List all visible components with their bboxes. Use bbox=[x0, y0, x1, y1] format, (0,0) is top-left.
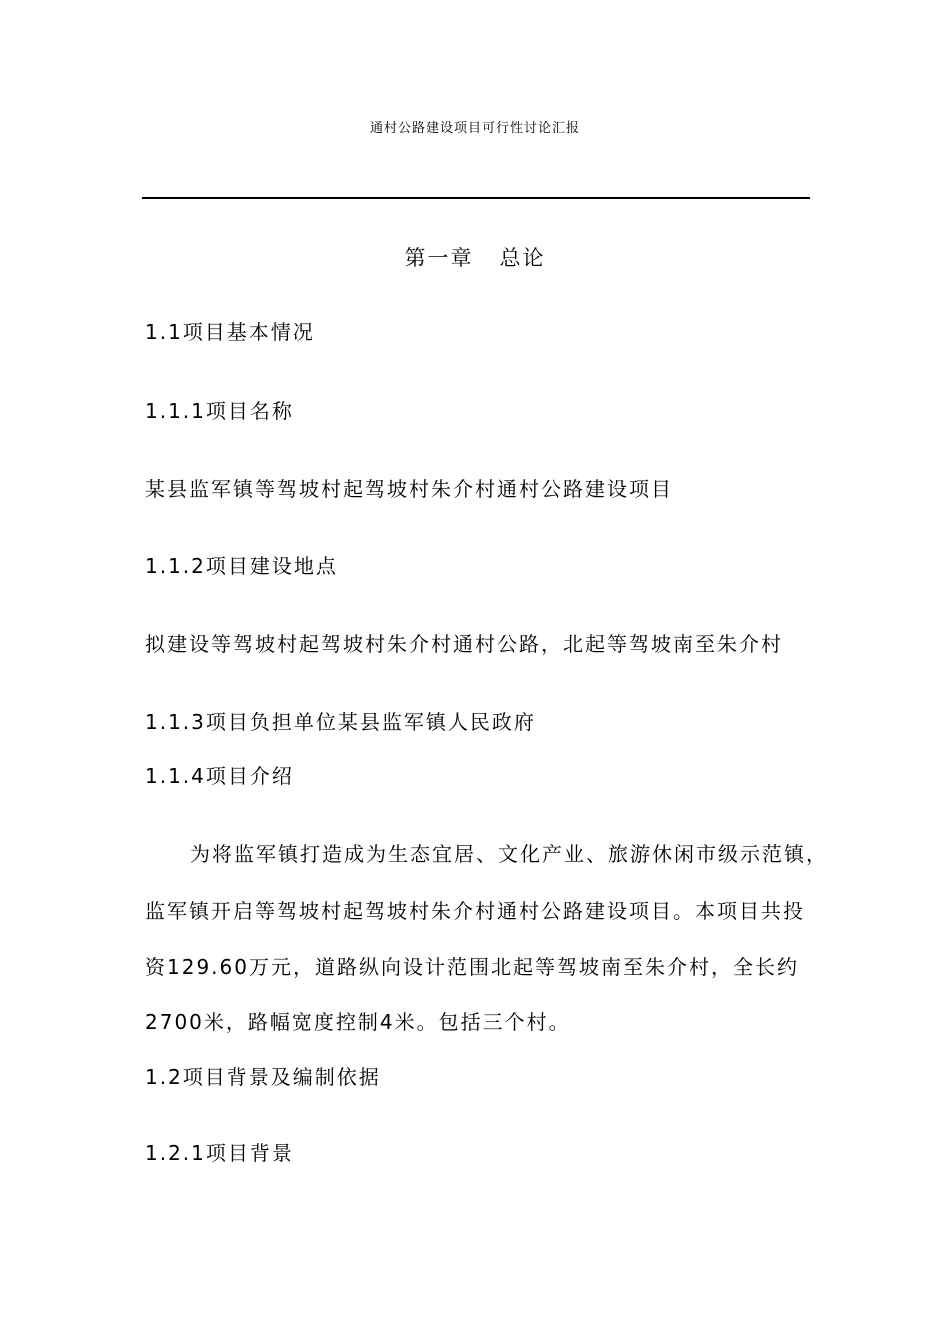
section-heading-1-1-1: 1.1.1项目名称 bbox=[145, 399, 294, 423]
location-text: 拟建设等驾坡村起驾坡村朱介村通村公路，北起等驾坡南至朱介村 bbox=[145, 632, 783, 656]
intro-paragraph-line: 为将监军镇打造成为生态宜居、文化产业、旅游休闲市级示范镇， bbox=[190, 842, 828, 866]
intro-paragraph-line: 2700米，路幅宽度控制4米。包括三个村。 bbox=[145, 1010, 571, 1034]
section-heading-1-1-2: 1.1.2项目建设地点 bbox=[145, 554, 338, 578]
section-heading-1-2: 1.2项目背景及编制依据 bbox=[145, 1065, 381, 1089]
chapter-title: 第一章 总论 bbox=[404, 246, 546, 270]
section-heading-1-2-1: 1.2.1项目背景 bbox=[145, 1141, 294, 1165]
intro-paragraph-line: 监军镇开启等驾坡村起驾坡村朱介村通村公路建设项目。本项目共投 bbox=[145, 899, 805, 923]
project-name-text: 某县监军镇等驾坡村起驾坡村朱介村通村公路建设项目 bbox=[145, 477, 673, 501]
section-heading-1-1: 1.1项目基本情况 bbox=[145, 320, 315, 344]
section-heading-1-1-3: 1.1.3项目负担单位某县监军镇人民政府 bbox=[145, 710, 536, 734]
running-header: 通村公路建设项目可行性讨论汇报 bbox=[369, 121, 580, 136]
header-divider bbox=[142, 197, 810, 199]
section-heading-1-1-4: 1.1.4项目介绍 bbox=[145, 764, 294, 788]
intro-paragraph-line: 资129.60万元，道路纵向设计范围北起等驾坡南至朱介村，全长约 bbox=[145, 955, 799, 979]
